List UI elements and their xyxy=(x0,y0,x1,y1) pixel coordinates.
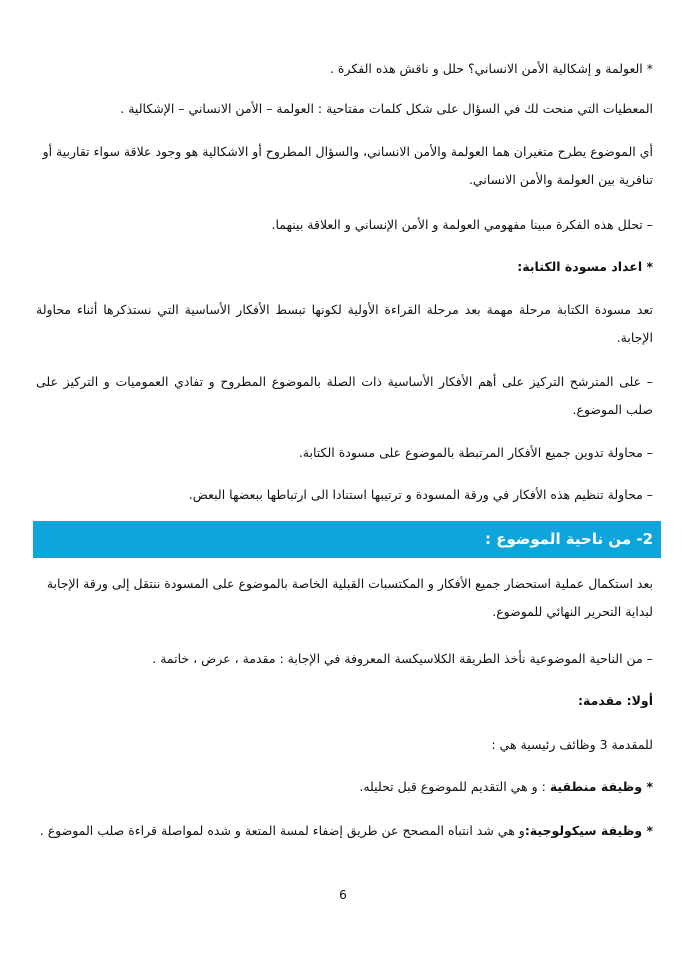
candidate-focus-paragraph: – على المترشح التركيز على أهم الأفكار الأساسية ذات الصلة بالموضوع المطروح و تفادي العموميات و التركيز على صلب الموضوع. xyxy=(36,374,653,417)
classic-method-line: – من الناحية الموضوعية نأخذ الطريقة الكلاسيكسة المعروفة في الإجابة : مقدمة ، عرض ، خاتمة . xyxy=(152,651,653,666)
organize-ideas-line: – محاولة تنظيم هذه الأفكار في ورقة المسودة و ترتيبها استنادا الى ارتباطها ببعضها البعض. xyxy=(188,487,653,502)
logical-function-label: * وظيفة منطقية xyxy=(549,779,653,794)
introduction-heading: أولا: مقدمة: xyxy=(578,693,653,708)
logical-function-text: : و هي التقديم للموضوع قبل تحليله. xyxy=(359,779,550,794)
introduction-functions-line: للمقدمة 3 وظائف رئيسية هي : xyxy=(491,737,653,752)
write-ideas-line: – محاولة تدوين جميع الأفكار المرتبطة بالموضوع على مسودة الكتابة. xyxy=(298,445,653,460)
topic-explanation: أي الموضوع يطرح متغيران هما العولمة والأمن الانساني، والسؤال المطروح أو الاشكالية هو وجود علاقة سواء تقاربية أو تنافرية بين العولمة والأمن الانساني. xyxy=(42,144,653,187)
psychological-function-text: و هي شد انتباه المصحح عن طريق إضفاء لمسة المتعة و شده لمواصلة قراءة صلب الموضوع . xyxy=(39,823,525,838)
logical-function-line xyxy=(36,774,653,800)
draft-heading: * اعداد مسودة الكتابة: xyxy=(517,259,653,274)
psychological-function-label: * وظيفة سيكولوجية: xyxy=(524,823,653,838)
draft-paragraph: تعد مسودة الكتابة مرحلة مهمة بعد مرحلة القراءة الأولية لكونها تبسط الأفكار الأساسية التي نستذكرها أثناء محاولة الإجابة. xyxy=(36,302,653,345)
page-number: 6 xyxy=(339,888,347,902)
given-data-line: المعطيات التي منحت لك في السؤال على شكل كلمات مفتاحية : العولمة – الأمن الانساني – الإشكالية . xyxy=(120,101,653,116)
section-banner: 2- من ناحية الموضوع : xyxy=(33,521,661,558)
question-line: * العولمة و إشكالية الأمن الانساني؟ حلل و ناقش هذه الفكرة . xyxy=(329,61,653,76)
psychological-function-line xyxy=(36,818,653,844)
analysis-note: – تحلل هذه الفكرة مبينا مفهومي العولمة و الأمن الإنساني و العلاقة بينهما. xyxy=(271,217,653,232)
final-writing-paragraph: بعد استكمال عملية استحضار جميع الأفكار و المكتسبات القبلية الخاصة بالموضوع على المسودة ننتقل إلى ورقة الإجابة لبداية التحرير النهائي للموضوع. xyxy=(46,576,653,619)
